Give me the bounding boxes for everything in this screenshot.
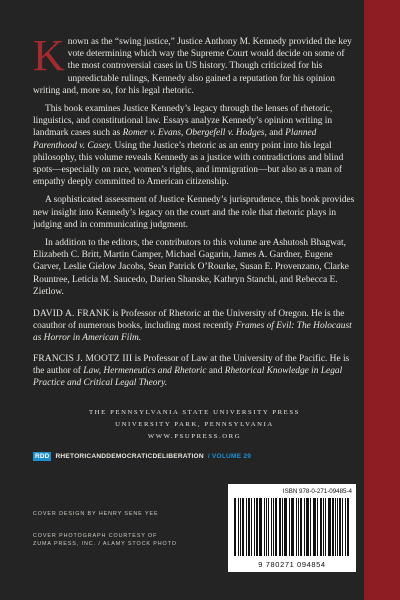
author-bio-mootz xyxy=(33,353,356,390)
publisher-website: WWW.PSUPRESS.ORG xyxy=(147,433,242,441)
author-name-mootz: FRANCIS J. MOOTZ III xyxy=(33,353,133,364)
back-cover-text xyxy=(33,31,356,461)
cover-design-text: COVER DESIGN BY HENRY SENE YEE xyxy=(33,511,159,517)
bio1-before: is Professor of Rhetoric at the University of Oregon. He is the coauthor of numerous books, including most recently xyxy=(33,309,345,332)
intro-paragraph xyxy=(33,31,356,97)
photo-credit-line2: ZUMA PRESS, INC. / ALAMY STOCK PHOTO xyxy=(33,541,177,547)
para2-mid: and xyxy=(266,128,286,139)
drop-cap: K xyxy=(33,31,65,80)
case-title-romer-obergefell: Romer v. Evans, Obergefell v. Hodges, xyxy=(122,128,267,139)
series-name: RHETORICANDDEMOCRATICDELIBERATION xyxy=(55,453,204,461)
barcode-bars xyxy=(234,498,350,556)
bio2-before: is Professor of Law at the University of the Pacific. He is the author of xyxy=(33,353,350,376)
barcode-number: 9 780271 094854 xyxy=(258,560,326,569)
case-title-casey: Planned Parenthood v. Casey. xyxy=(33,128,317,151)
publisher-name: THE PENNSYLVANIA STATE UNIVERSITY PRESS xyxy=(89,409,300,417)
book-description-paragraph xyxy=(33,103,356,188)
book-title-frames-of-evil: Frames of Evil: The Holocaust as Horror in American Film. xyxy=(33,321,352,344)
photo-credit-line1: COVER PHOTOGRAPH COURTESY OF xyxy=(33,533,158,539)
intro-text: nown as the “swing justice,” Justice Anthony M. Kennedy provided the key vote determining which way the Supreme Court would decide on some of the most controversial cases in US history. Though criticized for his unpredictable rulings, Kennedy also gained a reputation for his opinion writing and, more so, for his legal rhetoric. xyxy=(33,37,352,96)
para2-before: This book examines Justice Kennedy’s legacy through the lenses of rhetoric, linguistics, and constitutional law. Essays analyze Kennedy’s opinion writing in landmark cases such as xyxy=(33,104,333,139)
cover-design-credit xyxy=(33,510,193,518)
publisher-block xyxy=(33,407,356,443)
cover-photo-credit xyxy=(33,532,193,548)
para2-after: Using the Justice’s rhetoric as an entry point into his legal philosophy, this volume reveals Kennedy as a justice with contradictions and blind spots—especially on race, women’s rights, and immigration—but also as a man of empathy deeply committed to American citizenship. xyxy=(33,140,344,188)
spine-stripe xyxy=(364,0,400,600)
isbn-text: ISBN 978-0-271-09485-4 xyxy=(282,488,352,495)
series-volume: / VOLUME 29 xyxy=(207,453,252,461)
book-title-rhetorical-knowledge: Rhetorical Knowledge in Legal Practice and Critical Legal Theory. xyxy=(33,365,343,389)
contributors-paragraph: In addition to the editors, the contributors to this volume are Ashutosh Bhagwat, Elizabeth C. Britt, Martin Camper, Michael Gagarin, James A. Gardner, Eugene Garver, Leslie Gielow Jacobs, Sean Patrick O’Rourke, Susan E. Provenzano, Clarke Rountree, Leticia M. Saucedo, Darien Shanske, Kathryn Stanchi, and Rebecca E. Zietlow. xyxy=(33,238,349,297)
publisher-location: UNIVERSITY PARK, PENNSYLVANIA xyxy=(115,421,274,429)
book-title-law-hermeneutics: Law, Hermeneutics and Rhetoric xyxy=(83,365,207,376)
assessment-paragraph: A sophisticated assessment of Justice Kennedy’s jurisprudence, this book provides new insight into Kennedy’s legacy on the court and the role that rhetoric plays in judging and in communicating judgment. xyxy=(33,195,355,230)
author-name-frank: DAVID A. FRANK xyxy=(33,309,110,320)
bio2-mid: and xyxy=(206,365,225,376)
series-line xyxy=(33,452,356,461)
series-logo: RDD xyxy=(35,453,50,461)
author-bio-frank xyxy=(33,308,356,345)
isbn-barcode xyxy=(228,484,356,572)
